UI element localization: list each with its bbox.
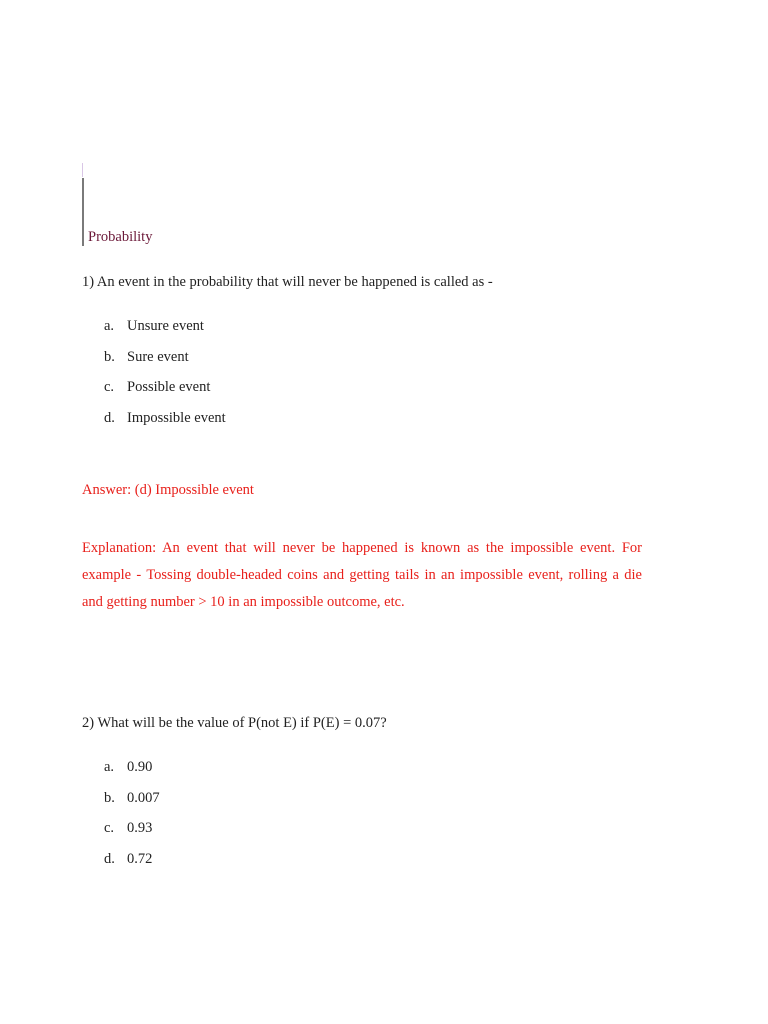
question-1-options	[104, 318, 226, 441]
option-text: 0.007	[127, 789, 160, 806]
page-title: Probability	[88, 229, 153, 245]
option-text: Unsure event	[127, 318, 204, 334]
option-text: Possible event	[127, 379, 211, 396]
option-item	[104, 318, 226, 349]
option-letter: b.	[104, 789, 115, 806]
option-letter: a.	[104, 318, 115, 334]
option-item	[104, 349, 226, 380]
option-item	[104, 820, 160, 851]
question-1-answer: Answer: (d) Impossible event	[82, 482, 254, 498]
option-item	[104, 379, 226, 410]
margin-change-bar	[82, 178, 84, 246]
option-letter: c.	[104, 379, 115, 396]
option-item	[104, 851, 160, 882]
option-item	[104, 410, 226, 441]
question-1-explanation: Explanation: An event that will never be happened is known as the impossible event. For example - Tossing double-headed coins and getting tails in an impossible event, rolling a die and getting number > 10 in an impossible outcome, etc.	[82, 540, 642, 610]
question-2-options	[104, 759, 160, 882]
option-item	[104, 759, 160, 790]
option-text: 0.90	[127, 759, 153, 775]
option-text: Impossible event	[127, 410, 226, 427]
option-item	[104, 790, 160, 821]
option-letter: d.	[104, 851, 115, 868]
question-2-text: 2) What will be the value of P(not E) if P(E) = 0.07?	[82, 715, 387, 731]
option-letter: b.	[104, 348, 115, 365]
option-letter: a.	[104, 759, 115, 775]
option-text: 0.72	[127, 851, 153, 868]
option-text: Sure event	[127, 348, 189, 365]
margin-marker-tick	[82, 163, 83, 177]
question-1-text: 1) An event in the probability that will never be happened is called as -	[82, 274, 493, 290]
option-text: 0.93	[127, 820, 153, 837]
option-letter: d.	[104, 410, 115, 427]
option-letter: c.	[104, 820, 115, 837]
